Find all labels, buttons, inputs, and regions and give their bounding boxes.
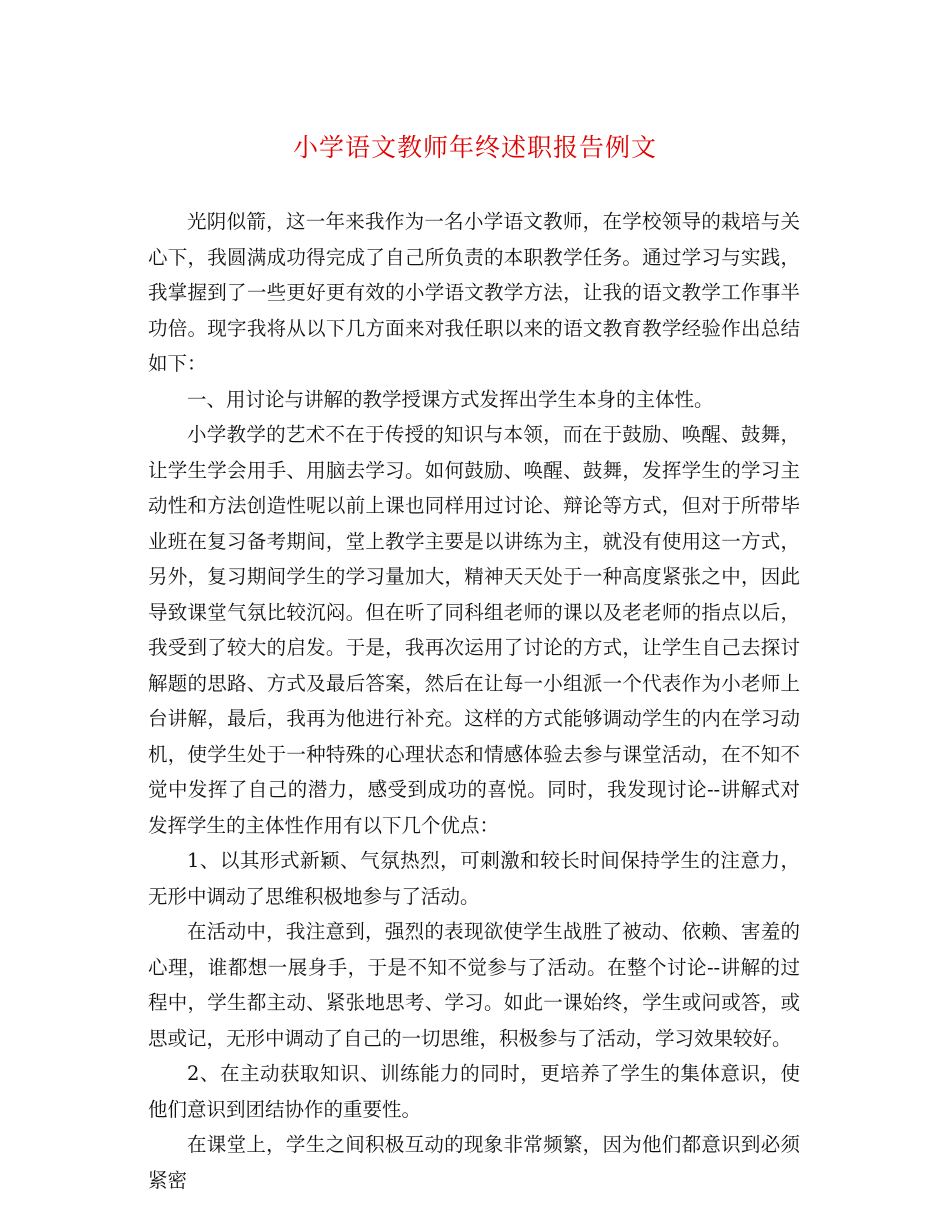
paragraph-activity: 在活动中，我注意到，强烈的表现欲使学生战胜了被动、依赖、害羞的心理，谁都想一展身手，于是不知不觉参与了活动。在整个讨论--讲解的过程中，学生都主动、紧张地思考、学习。如此一课始终，学生或问或答，或思或记，无形中调动了自己的一切思维，积极参与了活动，学习效果较好。 xyxy=(148,920,800,1050)
paragraph-intro: 光阴似箭，这一年来我作为一名小学语文教师，在学校领导的栽培与关心下，我圆满成功得完成了自己所负责的本职教学任务。通过学习与实践，我掌握到了一些更好更有效的小学语文教学方法，让我的语文教学工作事半功倍。现字我将从以下几方面来对我任职以来的语文教育教学经验作出总结如下： xyxy=(148,210,800,375)
paragraph-point-two: 2、在主动获取知识、训练能力的同时，更培养了学生的集体意识，使他们意识到团结协作的重要性。 xyxy=(148,1062,800,1121)
paragraph-classroom: 在课堂上，学生之间积极互动的现象非常频繁，因为他们都意识到必须紧密 xyxy=(148,1133,800,1192)
paragraph-teaching-art: 小学教学的艺术不在于传授的知识与本领，而在于鼓励、唤醒、鼓舞，让学生学会用手、用脑去学习。如何鼓励、唤醒、鼓舞，发挥学生的学习主动性和方法创造性呢以前上课也同样用过讨论、辩论等方式，但对于所带毕业班在复习备考期间，堂上教学主要是以讲练为主，就没有使用这一方式，另外，复习期间学生的学习量加大，精神天天处于一种高度紧张之中，因此导致课堂气氛比较沉闷。但在听了同科组老师的课以及老老师的指点以后，我受到了较大的启发。于是，我再次运用了讨论的方式，让学生自己去探讨解题的思路、方式及最后答案，然后在让每一小组派一个代表作为小老师上台讲解，最后，我再为他进行补充。这样的方式能够调动学生的内在学习动机，使学生处于一种特殊的心理状态和情感体验去参与课堂活动，在不知不觉中发挥了自己的潜力，感受到成功的喜悦。同时，我发现讨论--讲解式对发挥学生的主体性作用有以下几个优点： xyxy=(148,423,800,837)
document-title: 小学语文教师年终述职报告例文 xyxy=(292,133,657,162)
paragraph-heading-one: 一、用讨论与讲解的教学授课方式发挥出学生本身的主体性。 xyxy=(187,387,714,411)
document-body xyxy=(148,204,800,1198)
paragraph-point-one: 1、以其形式新颖、气氛热烈，可刺激和较长时间保持学生的注意力，无形中调动了思维积极地参与了活动。 xyxy=(148,849,800,908)
